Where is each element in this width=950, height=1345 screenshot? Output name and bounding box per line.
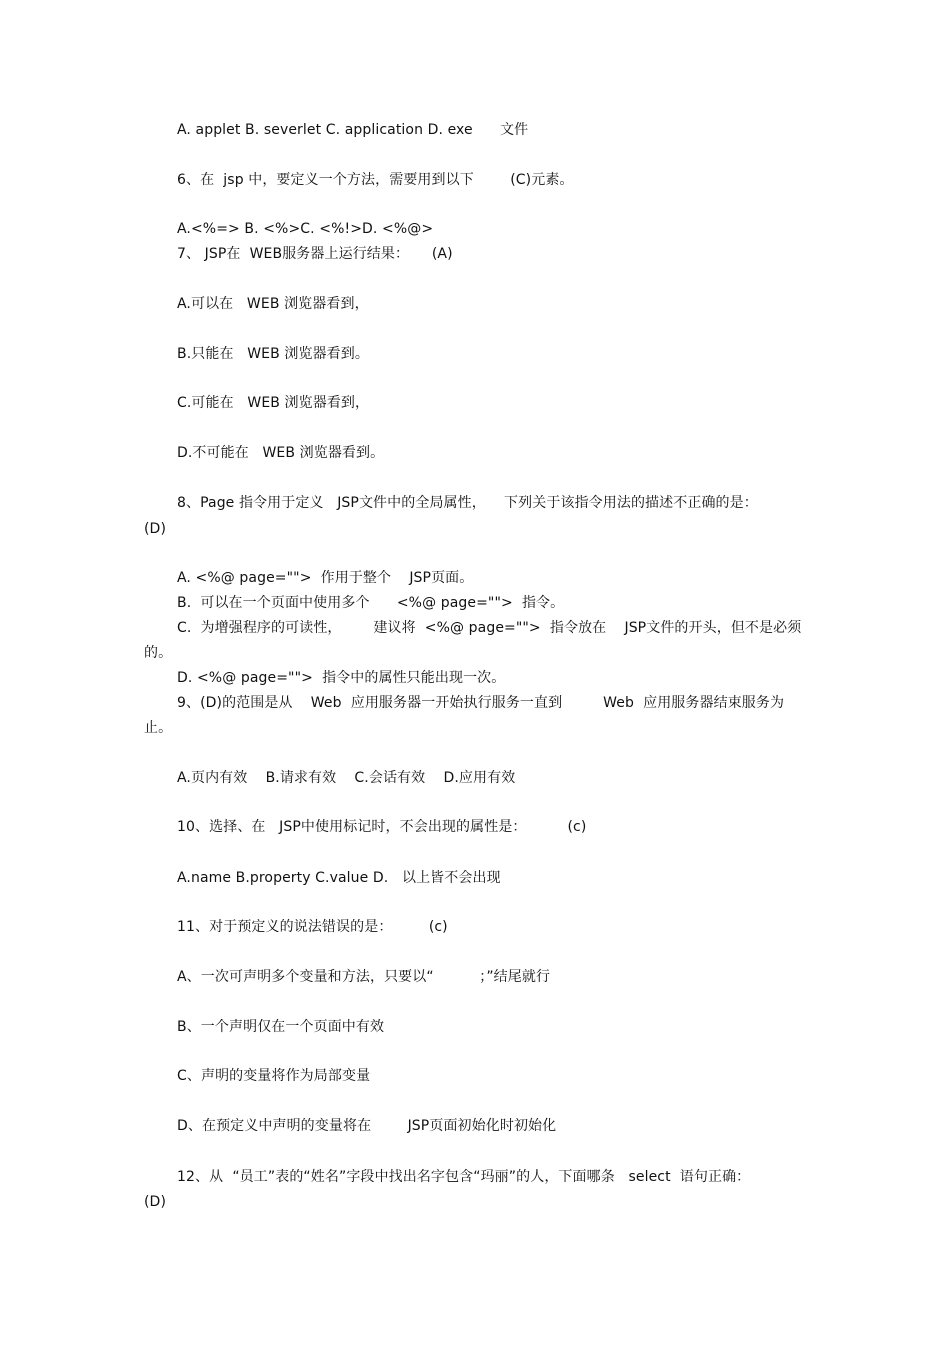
option-q7-c: C.可能在 WEB 浏览器看到， [177, 395, 370, 411]
option-line-q5: A. applet B. severlet C. application D. exe 文件 [177, 122, 529, 138]
option-q7-d: D.不可能在 WEB 浏览器看到。 [177, 445, 385, 461]
answer-q8: (D) [144, 521, 167, 537]
options-q6: A.<%=> B. <%>C. <%!>D. <%@> [177, 221, 434, 237]
option-q11-d: D、在预定义中声明的变量将在 JSP页面初始化时初始化 [177, 1118, 557, 1134]
option-q8-a: A. <%@ page=""> 作用于整个 JSP页面。 [177, 570, 474, 586]
question-6: 6、在 jsp 中，要定义一个方法，需要用到以下 (C)元素。 [177, 172, 574, 188]
options-q10: A.name B.property C.value D. 以上皆不会出现 [177, 870, 501, 886]
question-12: 12、从 “员工”表的“姓名”字段中找出名字包含“玛丽”的人，下面哪条 select 语句正确： [177, 1169, 751, 1185]
answer-q12: (D) [144, 1194, 167, 1210]
question-9: 9、(D)的范围是从 Web 应用服务器一开始执行服务一直到 Web 应用服务器结束服务为 [177, 695, 785, 711]
option-q8-b: B. 可以在一个页面中使用多个 <%@ page=""> 指令。 [177, 595, 565, 611]
option-q11-a: A、一次可声明多个变量和方法，只要以“ ；”结尾就行 [177, 969, 551, 985]
question-11: 11、对于预定义的说法错误的是： (c) [177, 919, 448, 935]
option-q8-c: C. 为增强程序的可读性， 建议将 <%@ page=""> 指令放在 JSP文件的开头，但不是必须 [177, 620, 802, 636]
option-q11-c: C、声明的变量将作为局部变量 [177, 1068, 371, 1084]
options-q9: A.页内有效 B.请求有效 C.会话有效 D.应用有效 [177, 770, 516, 786]
question-8: 8、Page 指令用于定义 JSP文件中的全局属性， 下列关于该指令用法的描述不正确的是： [177, 495, 758, 511]
option-q8-c-continued: 的。 [144, 645, 173, 661]
question-10: 10、选择、在 JSP中使用标记时，不会出现的属性是： (c) [177, 819, 587, 835]
option-q11-b: B、一个声明仅在一个页面中有效 [177, 1019, 385, 1035]
question-7: 7、 JSP在 WEB服务器上运行结果： (A) [177, 246, 453, 262]
question-9-continued: 止。 [144, 720, 173, 736]
option-q8-d: D. <%@ page=""> 指令中的属性只能出现一次。 [177, 670, 506, 686]
option-q7-b: B.只能在 WEB 浏览器看到。 [177, 346, 369, 362]
option-q7-a: A.可以在 WEB 浏览器看到， [177, 296, 369, 312]
